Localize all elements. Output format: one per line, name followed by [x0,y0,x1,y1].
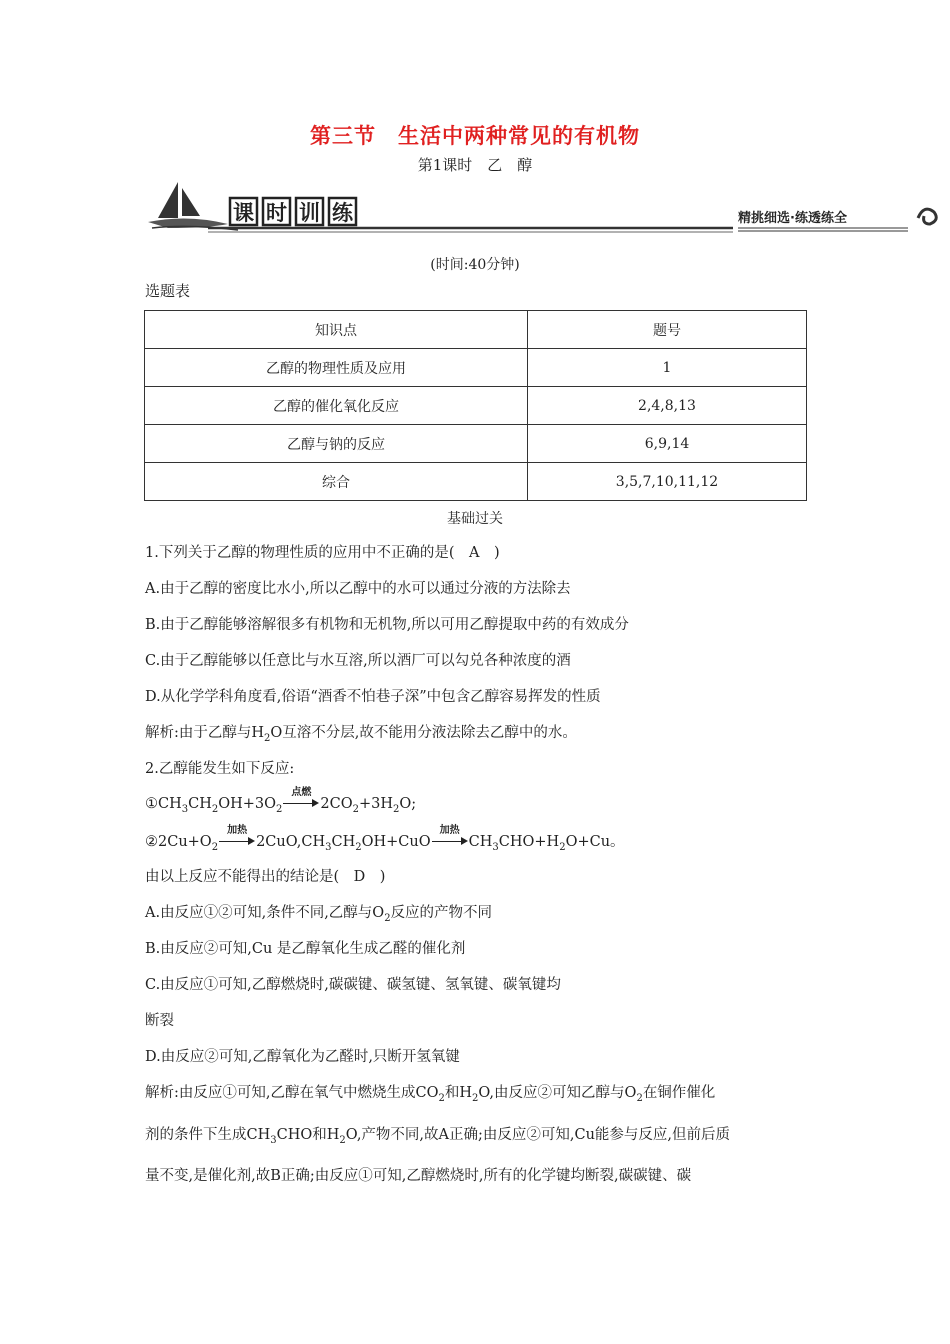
table-cell: 乙醇的催化氧化反应 [145,387,528,425]
question-2-option-c-cont: 断裂 [145,1013,174,1029]
banner-text: 课时训练 [233,201,365,225]
time-note: (时间:40分钟) [430,257,520,273]
table-cell: 乙醇与钠的反应 [145,425,528,463]
topic-table [144,310,807,501]
question-2-stem: 2.乙醇能发生如下反应: [145,761,295,777]
banner-right-text: 精挑细选·练透练全 [738,211,847,226]
table-header-cell: 知识点 [145,311,528,349]
table-cell: 3,5,7,10,11,12 [528,463,807,501]
question-1-stem: 1.下列关于乙醇的物理性质的应用中不正确的是( A ) [145,545,500,561]
question-1-option-b: B.由于乙醇能够溶解很多有机物和无机物,所以可用乙醇提取中药的有效成分 [145,617,629,633]
table-cell: 2,4,8,13 [528,387,807,425]
table-cell: 1 [528,349,807,387]
reaction-arrow-icon: 点燃 [283,794,319,808]
question-2-analysis-line-1: 解析:由反应①可知,乙醇在氧气中燃烧生成$CO_2$和$H_2O$,由反应②可知乙醇与$O_2$在铜作催化 [145,1085,716,1104]
table-header-row [145,311,807,349]
question-2-option-b: B.由反应②可知,Cu 是乙醇氧化生成乙醛的催化剂 [145,941,466,957]
table-row [145,349,807,387]
question-1-option-d: D.从化学学科角度看,俗语“酒香不怕巷子深”中包含乙醇容易挥发的性质 [145,689,601,705]
table-cell: 6,9,14 [528,425,807,463]
question-1-option-c: C.由于乙醇能够以任意比与水互溶,所以酒厂可以勾兑各种浓度的酒 [145,653,571,669]
question-2-option-d: D.由反应②可知,乙醇氧化为乙醛时,只断开氢氧键 [145,1049,460,1065]
page-title: 第三节 生活中两种常见的有机物 [310,124,640,148]
question-2-ask: 由以上反应不能得出的结论是( D ) [145,869,386,885]
lesson-subtitle: 第1课时 乙 醇 [417,156,533,174]
reaction-1: $①CH_3CH_2OH+3O_2$ 点燃 $2CO_2+3H_2O$; [145,787,417,815]
question-1-option-a: A.由于乙醇的密度比水小,所以乙醇中的水可以通过分液的方法除去 [145,581,571,597]
question-2-analysis-line-3: 量不变,是催化剂,故B正确;由反应①可知,乙醇燃烧时,所有的化学键均断裂,碳碳键、碳 [145,1168,692,1184]
table-row [145,463,807,501]
section-title: 基础过关 [447,511,503,527]
table-label: 选题表 [145,282,191,300]
table-row [145,425,807,463]
table-row [145,387,807,425]
question-2-option-a: A.由反应①②可知,条件不同,乙醇与$O_2$反应的产物不同 [145,905,493,924]
reaction-arrow-icon: 加热 [219,832,255,846]
table-cell: 综合 [145,463,528,501]
table-header-cell: 题号 [528,311,807,349]
question-2-analysis-line-2: 剂的条件下生成$CH_3CHO$和$H_2O$,产物不同,故A正确;由反应②可知,Cu能参与反应,但前后质 [145,1127,731,1146]
sailboat-logo-icon [158,182,200,218]
question-2-option-c: C.由反应①可知,乙醇燃烧时,碳碳键、碳氢键、氢氧键、碳氧键均 [145,977,561,993]
swirl-ornament-icon [918,209,936,224]
question-1-analysis: 解析:由于乙醇与$H_2O$互溶不分层,故不能用分液法除去乙醇中的水。 [145,725,577,744]
reaction-2: $②2Cu+O_2$ 加热 $2CuO,CH_3CH_2OH+CuO$ 加热 $CH_3CHO+H_2O+Cu$。 [145,825,625,853]
reaction-arrow-icon: 加热 [432,832,468,846]
table-cell: 乙醇的物理性质及应用 [145,349,528,387]
